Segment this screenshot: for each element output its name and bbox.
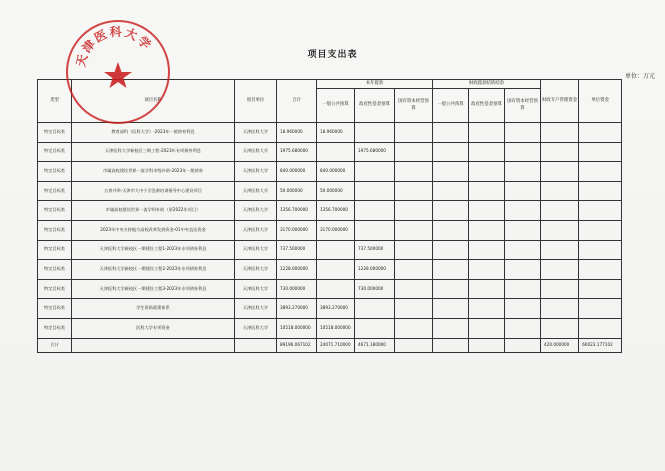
header-category: 类型 (38, 80, 72, 123)
header-carry-general: 一般公共预算 (433, 89, 469, 123)
row-unit: 天津医科大学 (235, 279, 277, 299)
header-unit-fund: 单位资金 (579, 80, 622, 123)
table-row (38, 142, 622, 162)
row-general-budget (317, 260, 355, 280)
header-special-fund: 财政专户管理资金 (541, 80, 579, 123)
row-carry-state-capital (505, 123, 541, 143)
table-row (38, 201, 622, 221)
row-carry-gov-fund (469, 123, 505, 143)
row-general-budget: 1356.700000 (317, 201, 355, 221)
row-total: 730.000000 (277, 279, 317, 299)
row-carry-general (433, 142, 469, 162)
row-carry-state-capital (505, 162, 541, 182)
header-current-budget: 本年拨款 (317, 80, 433, 89)
row-unit-fund (579, 162, 622, 182)
row-category: 特定目标类 (38, 299, 72, 319)
row-gov-fund: 730.000000 (355, 279, 395, 299)
row-special-fund (541, 162, 579, 182)
header-carry-state-capital: 国有资本经营预算 (505, 89, 541, 123)
row-special-fund (541, 240, 579, 260)
row-category: 特定目标类 (38, 142, 72, 162)
row-total: 18.960000 (277, 123, 317, 143)
table-row (38, 318, 622, 338)
row-general-budget: 10518.000000 (317, 318, 355, 338)
document-title: 项目支出表 (307, 50, 358, 60)
row-general-budget: 3170.000000 (317, 220, 355, 240)
row-project-name: 市属高校建设世界一流学科市级补助-2023年一般债券 (72, 162, 235, 182)
row-project-name: 教育部科（医科大学）-2023年一般债券利息 (72, 123, 235, 143)
row-carry-general (433, 240, 469, 260)
row-unit-fund (579, 279, 622, 299)
row-gov-fund (355, 123, 395, 143)
row-carry-gov-fund (469, 142, 505, 162)
row-category: 特定目标类 (38, 220, 72, 240)
total-general: 24071.710000 (317, 338, 355, 352)
row-general-budget (317, 279, 355, 299)
row-total: 10518.000000 (277, 318, 317, 338)
row-unit-fund (579, 299, 622, 319)
header-fiscal-carryover: 财政拨款结转结余 (433, 80, 541, 89)
row-unit-fund (579, 201, 622, 221)
row-state-capital (395, 123, 433, 143)
header-state-capital: 国有资本经营预算 (395, 89, 433, 123)
row-total: 1975.680000 (277, 142, 317, 162)
row-state-capital (395, 181, 433, 201)
row-total: 1356.700000 (277, 201, 317, 221)
table-row (38, 162, 622, 182)
total-blank (395, 338, 433, 352)
total-sum: 89196.067102 (277, 338, 317, 352)
row-carry-gov-fund (469, 240, 505, 260)
row-project-name: 五育并举-天津市大中小学急救培训指导中心建设项目 (72, 181, 235, 201)
row-gov-fund (355, 318, 395, 338)
row-carry-general (433, 260, 469, 280)
table-body (38, 123, 622, 339)
row-total: 1228.000000 (277, 260, 317, 280)
row-state-capital (395, 142, 433, 162)
total-blank (505, 338, 541, 352)
row-carry-gov-fund (469, 260, 505, 280)
row-state-capital (395, 201, 433, 221)
row-unit: 天津医科大学 (235, 260, 277, 280)
row-general-budget: 50.000000 (317, 181, 355, 201)
header-project-name: 项目名称 (72, 80, 235, 123)
expenditure-table (37, 79, 622, 353)
row-special-fund (541, 260, 579, 280)
unit-label: 单位：万元 (624, 73, 655, 80)
row-special-fund (541, 220, 579, 240)
row-unit-fund (579, 240, 622, 260)
table-row (38, 123, 622, 143)
row-gov-fund (355, 201, 395, 221)
row-gov-fund: 1228.000000 (355, 260, 395, 280)
row-project-name: 天津医科大学新校区一期建设工程1-2023年专项债券利息 (72, 240, 235, 260)
row-state-capital (395, 220, 433, 240)
row-special-fund (541, 123, 579, 143)
total-gov-fund: 4671.180000 (355, 338, 395, 352)
row-project-name: 医科大学专项资金 (72, 318, 235, 338)
row-general-budget (317, 142, 355, 162)
total-label: 合计 (38, 338, 72, 352)
row-category: 特定目标类 (38, 201, 72, 221)
row-unit-fund (579, 142, 622, 162)
row-total: 3893.270000 (277, 299, 317, 319)
row-unit: 天津医科大学 (235, 318, 277, 338)
row-carry-gov-fund (469, 279, 505, 299)
header-general-budget: 一般公共预算 (317, 89, 355, 123)
row-category: 特定目标类 (38, 240, 72, 260)
row-special-fund (541, 142, 579, 162)
row-special-fund (541, 201, 579, 221)
row-carry-state-capital (505, 181, 541, 201)
row-category: 特定目标类 (38, 318, 72, 338)
row-state-capital (395, 162, 433, 182)
row-unit: 天津医科大学 (235, 142, 277, 162)
row-project-name: 天津医科大学新校区一期建设工程3-2023年专项债券利息 (72, 279, 235, 299)
row-general-budget: 840.000000 (317, 162, 355, 182)
row-state-capital (395, 260, 433, 280)
total-blank (72, 338, 235, 352)
row-unit-fund (579, 260, 622, 280)
table-row (38, 240, 622, 260)
row-project-name: 天津医科大学新校区一期建设工程2-2023年专项债券利息 (72, 260, 235, 280)
row-carry-general (433, 220, 469, 240)
total-special: 420.000000 (541, 338, 579, 352)
row-category: 特定目标类 (38, 162, 72, 182)
row-unit-fund (579, 123, 622, 143)
row-carry-state-capital (505, 142, 541, 162)
total-unit-fund: 60023.177102 (579, 338, 622, 352)
row-unit: 天津医科大学 (235, 123, 277, 143)
row-special-fund (541, 318, 579, 338)
table-row (38, 220, 622, 240)
row-gov-fund (355, 162, 395, 182)
row-gov-fund (355, 181, 395, 201)
row-category: 特定目标类 (38, 279, 72, 299)
row-general-budget: 18.960000 (317, 123, 355, 143)
row-carry-state-capital (505, 299, 541, 319)
row-total: 840.000000 (277, 162, 317, 182)
row-project-name: 2023年中央支持地方高校改革发展资金-01中央直达资金 (72, 220, 235, 240)
row-state-capital (395, 240, 433, 260)
row-project-name: 市属高校建设世界一流学科补助（原2022年项目） (72, 201, 235, 221)
row-carry-general (433, 201, 469, 221)
total-blank (433, 338, 469, 352)
total-blank (235, 338, 277, 352)
table-row (38, 181, 622, 201)
row-unit-fund (579, 318, 622, 338)
row-project-name: 天津医科大学新校区三期工程-2023年专项债券利息 (72, 142, 235, 162)
row-gov-fund (355, 220, 395, 240)
header-carry-gov-fund: 政府性基金预算 (469, 89, 505, 123)
row-general-budget (317, 240, 355, 260)
row-special-fund (541, 299, 579, 319)
row-unit: 天津医科大学 (235, 299, 277, 319)
row-gov-fund: 1975.680000 (355, 142, 395, 162)
row-carry-gov-fund (469, 299, 505, 319)
table-row (38, 299, 622, 319)
row-project-name: 学生资助政策体系 (72, 299, 235, 319)
row-category: 特定目标类 (38, 181, 72, 201)
row-carry-general (433, 162, 469, 182)
header-unit: 项目单位 (235, 80, 277, 123)
row-carry-general (433, 123, 469, 143)
row-total: 3170.000000 (277, 220, 317, 240)
row-gov-fund: 737.500000 (355, 240, 395, 260)
row-unit: 天津医科大学 (235, 220, 277, 240)
total-blank (469, 338, 505, 352)
row-carry-general (433, 181, 469, 201)
row-total: 737.500000 (277, 240, 317, 260)
row-unit: 天津医科大学 (235, 162, 277, 182)
table-row (38, 260, 622, 280)
table-row (38, 279, 622, 299)
row-carry-state-capital (505, 260, 541, 280)
row-carry-general (433, 318, 469, 338)
row-unit-fund (579, 220, 622, 240)
row-carry-general (433, 299, 469, 319)
row-carry-state-capital (505, 240, 541, 260)
row-gov-fund (355, 299, 395, 319)
row-carry-general (433, 279, 469, 299)
svg-text:天津医科大学: 天津医科大学 (73, 24, 155, 69)
row-state-capital (395, 318, 433, 338)
row-general-budget: 3893.270000 (317, 299, 355, 319)
header-gov-fund: 政府性基金预算 (355, 89, 395, 123)
row-total: 50.000000 (277, 181, 317, 201)
row-carry-state-capital (505, 318, 541, 338)
row-state-capital (395, 279, 433, 299)
row-unit: 天津医科大学 (235, 240, 277, 260)
row-carry-gov-fund (469, 181, 505, 201)
row-carry-state-capital (505, 201, 541, 221)
row-carry-gov-fund (469, 318, 505, 338)
row-carry-gov-fund (469, 201, 505, 221)
row-category: 特定目标类 (38, 123, 72, 143)
row-carry-state-capital (505, 279, 541, 299)
row-category: 特定目标类 (38, 260, 72, 280)
row-carry-gov-fund (469, 220, 505, 240)
total-row (38, 338, 622, 352)
row-unit-fund (579, 181, 622, 201)
row-carry-gov-fund (469, 162, 505, 182)
row-special-fund (541, 279, 579, 299)
row-unit: 天津医科大学 (235, 201, 277, 221)
row-state-capital (395, 299, 433, 319)
row-special-fund (541, 181, 579, 201)
header-total: 合计 (277, 80, 317, 123)
row-unit: 天津医科大学 (235, 181, 277, 201)
row-carry-state-capital (505, 220, 541, 240)
